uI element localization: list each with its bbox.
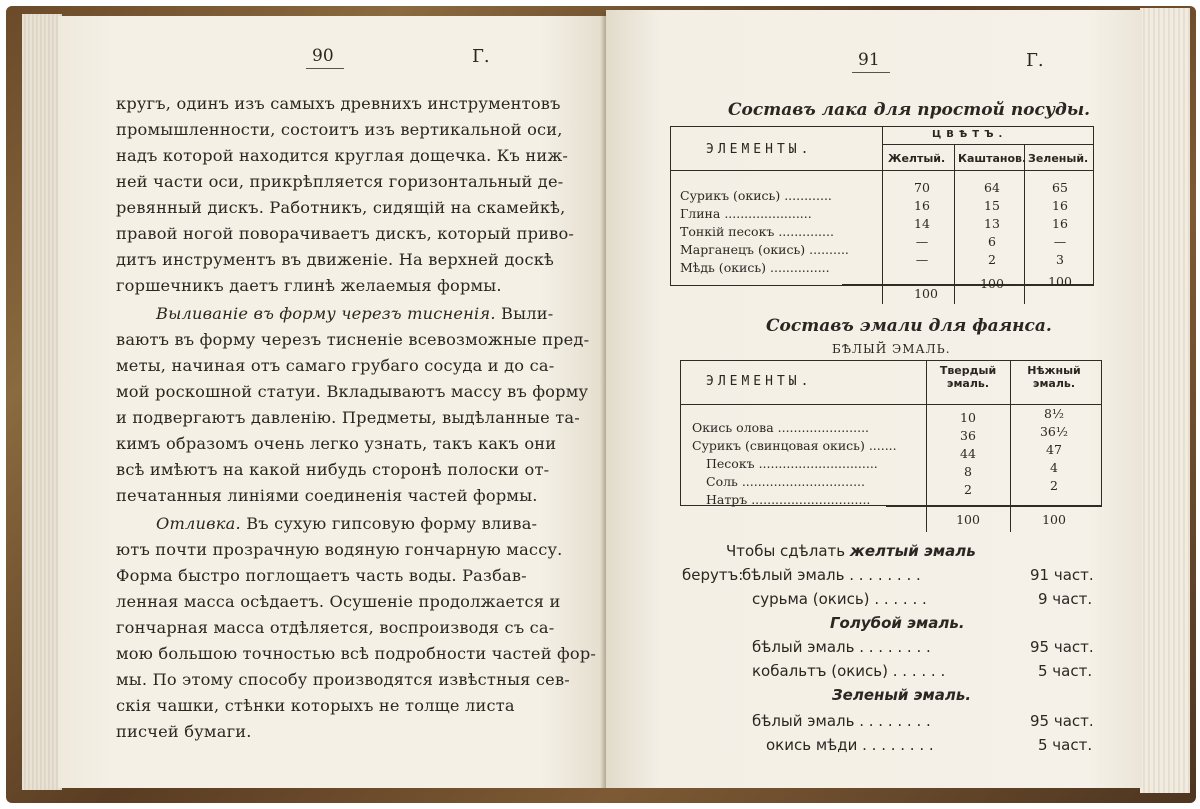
running-header: Г. xyxy=(1026,50,1044,71)
page-number: 91 xyxy=(858,50,880,70)
table-row-label: Тонкій песокъ .............. xyxy=(680,224,834,239)
table-cell: 2 xyxy=(964,482,972,497)
text-line: мы. По этому способу производятся извѣстныя сев- xyxy=(116,670,570,689)
right-page xyxy=(606,10,1142,788)
text-line: надъ которой находится круглая дощечка. Къ ниж- xyxy=(116,146,569,165)
table-row-label: Сурикъ (свинцовая окись) ....... xyxy=(692,438,897,453)
table-cell: 4 xyxy=(1050,460,1058,475)
table-total: 100 xyxy=(956,512,980,527)
recipe-title: желтый эмаль xyxy=(849,542,976,560)
italic-heading: Выливаніе въ форму черезъ тисненія. xyxy=(156,304,496,323)
page-edges-left xyxy=(22,14,62,790)
column-header: Нѣжный эмаль. xyxy=(1027,364,1081,390)
recipe-title: Зеленый эмаль. xyxy=(832,686,972,704)
column-header-color: ЦВѢТЪ. xyxy=(932,129,1008,140)
table-row-label: Окись олова ....................... xyxy=(692,420,870,435)
recipe-item: бѣлый эмаль . . . . . . . . xyxy=(752,638,931,656)
text-line: гончарная масса отдѣляется, воспроизводя съ са- xyxy=(116,618,555,637)
table-cell: 64 xyxy=(984,180,1000,195)
table-cell: 16 xyxy=(914,198,930,213)
table-cell: 16 xyxy=(1052,198,1068,213)
table-row-label: Натръ .............................. xyxy=(706,492,871,507)
table-cell: 15 xyxy=(984,198,1000,213)
table-cell: 44 xyxy=(960,446,976,461)
table-total: 100 xyxy=(914,286,938,301)
column-divider xyxy=(882,126,883,304)
recipe-amount: 5 част. xyxy=(1038,736,1093,754)
text-line: ютъ почти прозрачную водяную гончарную массу. xyxy=(116,540,563,559)
text-line: писчей бумаги. xyxy=(116,722,252,741)
page-number-underline xyxy=(852,72,890,73)
table-row-label: Песокъ .............................. xyxy=(706,456,878,471)
column-header-elements: ЭЛЕМЕНТЫ. xyxy=(706,142,813,157)
text-line: скія чашки, стѣнки которыхъ не толще листа xyxy=(116,696,515,715)
table-total: 100 xyxy=(1048,274,1072,289)
page-number: 90 xyxy=(312,46,334,66)
table-title: Составъ эмали для фаянса. xyxy=(766,316,1052,336)
table-title: Составъ лака для простой посуды. xyxy=(728,100,1091,120)
recipe-item: окись мѣди . . . . . . . . xyxy=(766,736,934,754)
table-total: 100 xyxy=(1042,512,1066,527)
text-line: ваютъ въ форму черезъ тисненіе всевозможные пред- xyxy=(116,330,590,349)
column-header: Каштанов. xyxy=(958,152,1027,165)
heading-continuation: Въ сухую гипсовую форму влива- xyxy=(246,514,538,533)
table-cell: 13 xyxy=(984,216,1000,231)
column-header: Желтый. xyxy=(888,152,946,165)
column-header: Зеленый. xyxy=(1028,152,1089,165)
recipe-amount: 95 част. xyxy=(1030,712,1094,730)
text-line: меты, начиная отъ самаго грубаго сосуда и до са- xyxy=(116,356,555,375)
text-line: правой ногой поворачиваетъ дискъ, который приво- xyxy=(116,224,575,243)
recipe-item: сурьма (окись) . . . . . . xyxy=(752,590,927,608)
table-total: 100 xyxy=(980,276,1004,291)
text-line: кимъ образомъ очень легко узнать, такъ какъ они xyxy=(116,434,557,453)
text-line: мой роскошной статуи. Вкладываютъ массу въ форму xyxy=(116,382,589,401)
recipe-item: кобальтъ (окись) . . . . . . xyxy=(752,662,946,680)
text-line: промышленности, состоитъ изъ вертикальной оси, xyxy=(116,120,563,139)
table-cell: 2 xyxy=(988,252,996,267)
table-cell: 10 xyxy=(960,410,976,425)
text-line: дитъ инструментъ въ движеніе. На верхней доскѣ xyxy=(116,250,554,269)
table-cell: 14 xyxy=(914,216,930,231)
table-row-label: Марганецъ (окись) .......... xyxy=(680,242,849,257)
table-subtitle: БѢЛЫЙ ЭМАЛЬ. xyxy=(832,342,951,356)
left-page xyxy=(58,16,606,788)
table-cell: 8½ xyxy=(1043,406,1065,421)
paragraph-heading xyxy=(156,514,537,533)
text-line: ревянный дискъ. Работникъ, сидящій на скамейкѣ, xyxy=(116,198,566,217)
running-header: Г. xyxy=(472,46,490,67)
text-line: горшечникъ даетъ глинѣ желаемыя формы. xyxy=(116,276,502,295)
column-divider xyxy=(1024,144,1025,304)
paragraph-heading xyxy=(156,304,553,323)
total-divider xyxy=(886,506,1102,507)
table-cell: 70 xyxy=(914,180,930,195)
page-number-underline xyxy=(306,68,344,69)
recipe-intro: Чтобы сдѣлать желтый эмаль xyxy=(726,542,976,560)
table-cell: 6 xyxy=(988,234,996,249)
table-cell: — xyxy=(915,252,929,267)
table-cell: 16 xyxy=(1052,216,1068,231)
recipe-amount: 5 част. xyxy=(1038,662,1093,680)
recipe-item: бѣлый эмаль . . . . . . . . xyxy=(742,566,921,584)
recipe-take: берутъ: xyxy=(682,566,744,584)
text-line: ней части оси, прикрѣпляется горизонтальный де- xyxy=(116,172,564,191)
text-line: кругъ, одинъ изъ самыхъ древнихъ инструментовъ xyxy=(116,94,561,113)
recipe-item: бѣлый эмаль . . . . . . . . xyxy=(752,712,931,730)
recipe-amount: 9 част. xyxy=(1038,590,1093,608)
table-cell: 36 xyxy=(960,428,976,443)
table-cell: 3 xyxy=(1056,252,1064,267)
column-header: Твердый эмаль. xyxy=(939,364,997,390)
column-header-elements: ЭЛЕМЕНТЫ. xyxy=(706,374,813,389)
table-row-label: Глина ...................... xyxy=(680,206,812,221)
text-line: ленная масса осѣдаетъ. Осушеніе продолжается и xyxy=(116,592,561,611)
table-cell: 47 xyxy=(1046,442,1062,457)
header-divider xyxy=(680,404,1102,405)
italic-heading: Отливка. xyxy=(156,514,241,533)
heading-continuation: Выли- xyxy=(501,304,554,323)
text-line: всѣ имѣютъ на какой нибудь сторонѣ полоски от- xyxy=(116,460,550,479)
table-cell: 8 xyxy=(964,464,972,479)
recipe-amount: 95 част. xyxy=(1030,638,1094,656)
page-edges-right xyxy=(1140,8,1190,793)
table-row-label: Сурикъ (окись) ............ xyxy=(680,188,832,203)
table-cell: 2 xyxy=(1050,478,1058,493)
column-divider xyxy=(954,144,955,304)
recipe-title: Голубой эмаль. xyxy=(830,614,965,632)
text-line: и подвергаютъ давленію. Предметы, выдѣланные та- xyxy=(116,408,580,427)
table-row-label: Мѣдь (окись) ............... xyxy=(680,260,830,275)
table-cell: 65 xyxy=(1052,180,1068,195)
header-divider xyxy=(882,144,1094,145)
table-cell: — xyxy=(1053,234,1067,249)
text-line: Форма быстро поглощаетъ часть воды. Разбав- xyxy=(116,566,527,585)
recipe-amount: 91 част. xyxy=(1030,566,1094,584)
table-cell: — xyxy=(915,234,929,249)
table-cell: 36½ xyxy=(1039,424,1069,439)
text-line: печатанныя линіями соединенія частей формы. xyxy=(116,486,538,505)
text-line: мою большою точностью всѣ подробности частей фор- xyxy=(116,644,597,663)
table-row-label: Соль ............................... xyxy=(706,474,865,489)
